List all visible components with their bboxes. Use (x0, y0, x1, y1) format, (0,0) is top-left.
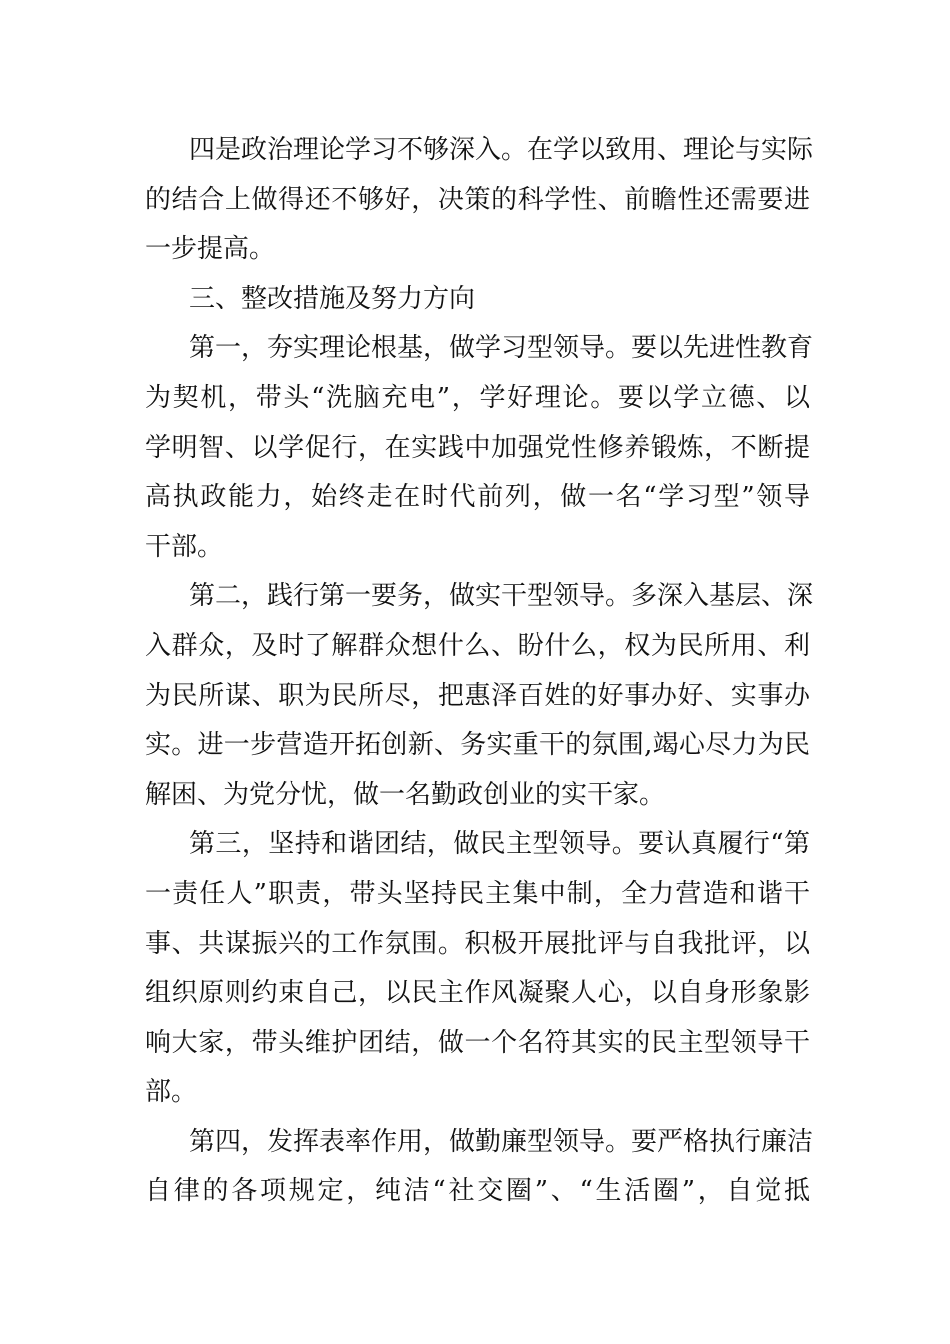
paragraph-line: 为契机，带头“洗脑充电”，学好理论。要以学立德、以 (145, 382, 810, 413)
paragraph-second-measure (145, 572, 814, 820)
paragraph-line: 一步提高。 (145, 234, 276, 265)
paragraph-line: 入群众，及时了解群众想什么、盼什么，权为民所用、利 (145, 630, 810, 661)
paragraph-third-measure (145, 820, 810, 1118)
paragraph-line: 实。进一步营造开拓创新、务实重干的氛围,竭心尽力为民 (145, 730, 810, 761)
paragraph-line: 第三，坚持和谐团结，做民主型领导。要认真履行“第 (189, 829, 810, 860)
paragraph-line: 干部。 (145, 531, 224, 562)
paragraph-line: 学明智、以学促行，在实践中加强党性修养锻炼，不断提 (145, 432, 810, 463)
paragraph-line: 自律的各项规定，纯洁“社交圈”、“生活圈”，自觉抵 (145, 1176, 810, 1207)
paragraph-line: 响大家，带头维护团结，做一个名符其实的民主型领导干 (145, 1027, 810, 1058)
paragraph-line: 部。 (145, 1077, 198, 1108)
paragraph-line: 第一，夯实理论根基，做学习型领导。要以先进性教育 (189, 333, 814, 364)
section-heading (145, 275, 810, 325)
paragraph-political-study (145, 126, 814, 275)
paragraph-line: 的结合上做得还不够好，决策的科学性、前瞻性还需要进 (145, 184, 810, 215)
document-body (145, 126, 814, 1217)
paragraph-line: 高执政能力，始终走在时代前列，做一名“学习型”领导 (145, 482, 810, 513)
paragraph-line: 事、共谋振兴的工作氛围。积极开展批评与自我批评，以 (145, 928, 810, 959)
paragraph-line: 第二，践行第一要务，做实干型领导。多深入基层、深 (189, 581, 814, 612)
paragraph-fourth-measure (145, 1118, 814, 1217)
paragraph-line: 第四，发挥表率作用，做勤廉型领导。要严格执行廉洁 (189, 1126, 814, 1157)
paragraph-line: 为民所谋、职为民所尽，把惠泽百姓的好事办好、实事办 (145, 680, 810, 711)
paragraph-line: 解困、为党分忧，做一名勤政创业的实干家。 (145, 779, 666, 810)
paragraph-first-measure (145, 324, 814, 572)
paragraph-line: 一责任人”职责，带头坚持民主集中制，全力营造和谐干 (145, 878, 810, 909)
paragraph-line: 四是政治理论学习不够深入。在学以致用、理论与实际 (189, 135, 814, 165)
paragraph-line: 组织原则约束自己，以民主作风凝聚人心，以自身形象影 (145, 978, 810, 1009)
section-heading-text: 三、整改措施及努力方向 (189, 283, 476, 314)
